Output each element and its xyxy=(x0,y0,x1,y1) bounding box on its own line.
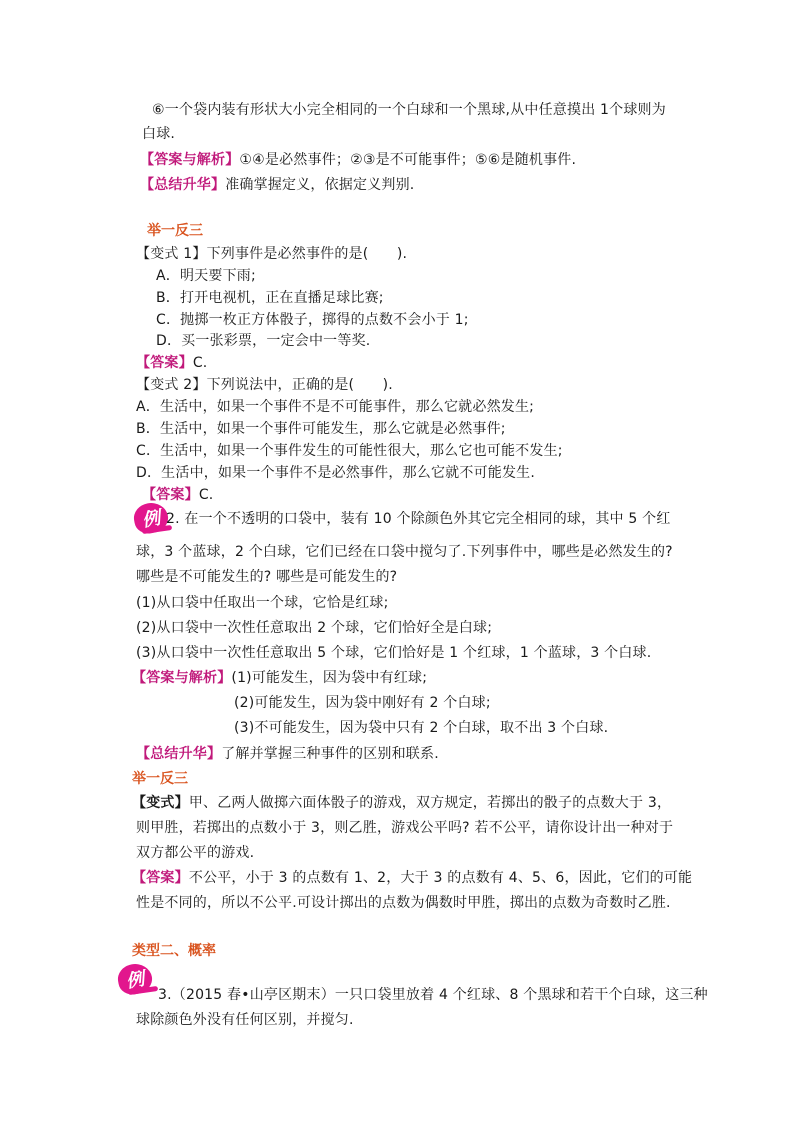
variant-text: 甲、乙两人做掷六面体骰子的游戏，双方规定，若掷出的骰子的点数大于 3， xyxy=(188,795,672,811)
section-heading: 举一反三 xyxy=(132,771,188,787)
example-question-line: 哪些是不可能发生的? 哪些是可能发生的? xyxy=(136,569,398,585)
example-question-line: 3.（2015 春•山亭区期末）一只口袋里放着 4 个红球、8 个黑球和若干个白球，这三种 xyxy=(158,987,708,1003)
option-line: A．明天要下雨; xyxy=(156,268,256,284)
example-question-line: 2. 在一个不透明的口袋中，装有 10 个除颜色外其它完全相同的球，其中 5 个红 xyxy=(166,511,671,527)
summary-line xyxy=(136,744,439,764)
sub-question-line: (1)从口袋中任取出一个球，它恰是红球; xyxy=(136,595,389,611)
variant-line xyxy=(132,793,671,813)
answer-text: ①④是必然事件；②③是不可能事件；⑤⑥是随机事件. xyxy=(239,152,577,168)
answer-line xyxy=(132,668,427,688)
summary-line xyxy=(140,175,414,195)
section-heading: 类型二、概率 xyxy=(132,943,216,959)
example-badge: 例 xyxy=(116,961,155,996)
option-line: B．生活中，如果一个事件可能发生，那么它就是必然事件; xyxy=(136,421,506,437)
answer-tag: 【答案与解析】 xyxy=(140,152,240,168)
answer-continuation: (3)不可能发生，因为袋中只有 2 个白球，取不出 3 个白球. xyxy=(234,720,609,736)
answer-text: 不公平，小于 3 的点数有 1、2，大于 3 的点数有 4、5、6，因此，它们的可能 xyxy=(188,870,693,886)
option-line: D．买一张彩票，一定会中一等奖. xyxy=(156,333,371,349)
summary-tag: 【总结升华】 xyxy=(140,177,226,193)
variant-text: 下列说法中，正确的是( ). xyxy=(206,377,393,393)
variant-line xyxy=(136,375,393,395)
option-line: A．生活中，如果一个事件不是不可能事件，那么它就必然发生; xyxy=(136,399,535,415)
option-line: C．生活中，如果一个事件发生的可能性很大，那么它也可能不发生; xyxy=(136,443,563,459)
sub-question-line: (3)从口袋中一次性任意取出 5 个球，它们恰好是 1 个红球，1 个蓝球，3 个白球. xyxy=(136,645,652,661)
answer-text: C. xyxy=(192,355,208,371)
variant-line: 则甲胜，若掷出的点数小于 3，则乙胜，游戏公平吗? 若不公平，请你设计出一种对于 xyxy=(136,820,674,836)
sub-question-line: (2)从口袋中一次性任意取出 2 个球，它们恰好全是白球; xyxy=(136,620,493,636)
text-line: 白球. xyxy=(142,126,176,142)
section-heading: 举一反三 xyxy=(147,223,203,239)
variant-tag: 【变式】 xyxy=(132,795,189,811)
variant-tag: 【变式 2】 xyxy=(136,377,207,393)
summary-tag: 【总结升华】 xyxy=(136,746,222,762)
answer-tag: 【答案与解析】 xyxy=(132,670,232,686)
answer-text: (1)可能发生，因为袋中有红球; xyxy=(231,670,428,686)
answer-line xyxy=(136,353,207,373)
answer-tag: 【答案】 xyxy=(142,487,199,503)
answer-continuation: 性是不同的，所以不公平.可设计掷出的点数为偶数时甲胜，掷出的点数为奇数时乙胜. xyxy=(136,895,671,911)
answer-tag: 【答案】 xyxy=(136,355,193,371)
option-line: B．打开电视机，正在直播足球比赛; xyxy=(156,290,384,306)
variant-line xyxy=(136,244,407,264)
option-line: D．生活中，如果一个事件不是必然事件，那么它就不可能发生. xyxy=(136,465,536,481)
example-question-line: 球除颜色外没有任何区别，并搅匀. xyxy=(136,1012,354,1028)
option-line: C．抛掷一枚正方体骰子，掷得的点数不会小于 1; xyxy=(156,312,469,328)
variant-tag: 【变式 1】 xyxy=(136,246,207,262)
text-line: ⑥一个袋内装有形状大小完全相同的一个白球和一个黑球,从中任意摸出 1个球则为 xyxy=(152,102,666,118)
answer-tag: 【答案】 xyxy=(132,870,189,886)
example-question-line: 球，3 个蓝球，2 个白球，它们已经在口袋中搅匀了.下列事件中，哪些是必然发生的? xyxy=(136,544,673,560)
variant-line: 双方都公平的游戏. xyxy=(136,845,255,861)
summary-text: 了解并掌握三种事件的区别和联系. xyxy=(221,746,439,762)
example-badge: 例 xyxy=(132,500,171,535)
answer-continuation: (2)可能发生，因为袋中刚好有 2 个白球; xyxy=(234,695,491,711)
answer-line xyxy=(140,150,576,170)
summary-text: 准确掌握定义，依据定义判别. xyxy=(225,177,415,193)
variant-text: 下列事件是必然事件的是( ). xyxy=(206,246,408,262)
answer-text: C. xyxy=(198,487,214,503)
answer-line xyxy=(132,868,692,888)
